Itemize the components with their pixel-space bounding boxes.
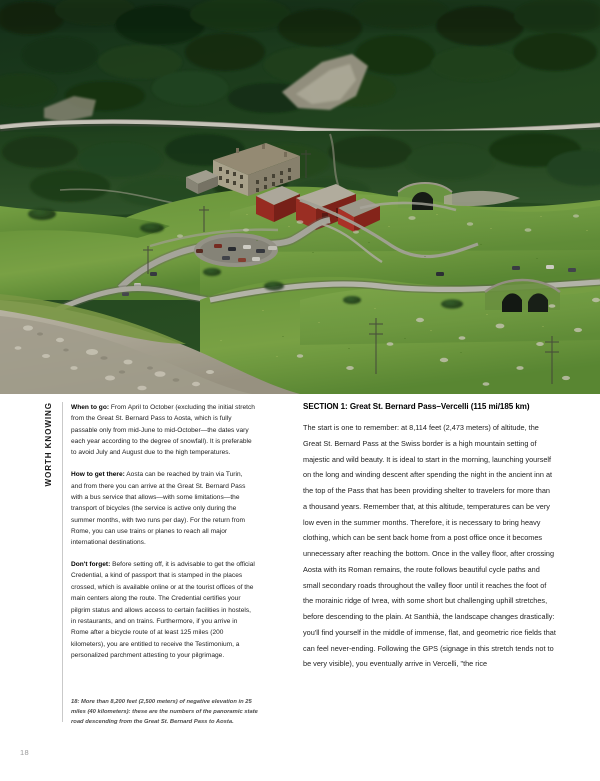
right-column — [303, 402, 556, 672]
paragraph-when-to-go — [71, 402, 255, 459]
paragraph-how-to-get-there — [71, 469, 255, 548]
section-body-text: The start is one to remember: at 8,114 feet (2,473 meters) of altitude, the Great St. Bernard Pass at the Swiss border is a high mountain setting of majestic and wild beauty. It is ideal to start in the morning, launching yourself on the long and winding descent after spending the night in the ancient inn at the top of the Pass that has been providing shelter to travelers for more than a thousand years. Remember that, at this altitude, temperatures can be very low even in the summer months. Therefore, it is necessary to bring heavy clothing, which can be sent back home from a post office once it becomes unnecessary after reaching the bottom. Once in the valley floor, after crossing Aosta with its Roman remains, the route follows beautiful cycle paths and small secondary roads throughout the valley floor until it reaches the foot of the morainic ridge of Ivrea, with some short but challenging uphill stretches, before descending to the plain. At Santhià, the landscape changes drastically: you'll find yourself in the middle of immense, flat, and geometric rice fields that can feel never-ending. Following the GPS (signage in this stretch tends not to be very visible), you eventually arrive in Vercelli, "the rice — [303, 423, 556, 669]
body-when-to-go: From April to October (excluding the initial stretch from the Great St. Bernard Pass to Aosta, which is fully passable only from mid-June to mid-October—the dates vary each year according to the degree of snowfall). It is preferable to avoid July and August due to the high temperatures. — [71, 404, 255, 457]
lead-when-to-go: When to go: — [71, 404, 110, 411]
sidebar-divider-rule — [62, 402, 63, 722]
lead-dont-forget: Don't forget: — [71, 561, 111, 569]
body-how-to-get-there: Aosta can be reached by train via Turin, and from there you can arrive at the Great St. Bernard Pass with a bus service that allows—with some limitations—the transport of bicycles (the service is active only during the summer months, with two runs per day). For the return from Rome, you can use trains or planes to reach all major international destinations. — [71, 471, 246, 547]
photo-caption: 18: More than 8,200 feet (2,500 meters) of negative elevation in 25 miles (40 kilometers): these are the numbers of the panoramic state road descending from the Great St. Bernard Pass to Aosta. — [71, 699, 258, 726]
page-number: 18 — [20, 748, 29, 757]
section-heading: SECTION 1: Great St. Bernard Pass–Vercelli (115 mi/185 km) — [303, 402, 530, 411]
left-column — [71, 402, 255, 672]
lead-how-to-get-there: How to get there: — [71, 471, 125, 479]
worth-knowing-sidebar-label — [38, 402, 60, 532]
paragraph-dont-forget — [71, 559, 255, 661]
worth-knowing-text: WORTH KNOWING — [43, 402, 53, 487]
body-dont-forget: Before setting off, it is advisable to get the official Credential, a kind of passport that is stamped in the places crossed, which is available online or at the tourist offices of the main centers along the route. The Credential certifies your pilgrim status and allows access to certain facilities in hostels, in restaurants, and on trains. Furthermore, if you arrive in Rome after a bicycle route of at least 125 miles (200 kilometers), you are entitled to receive the Testimonium, a personalized parchment attesting to your pilgrimage. — [71, 561, 255, 659]
